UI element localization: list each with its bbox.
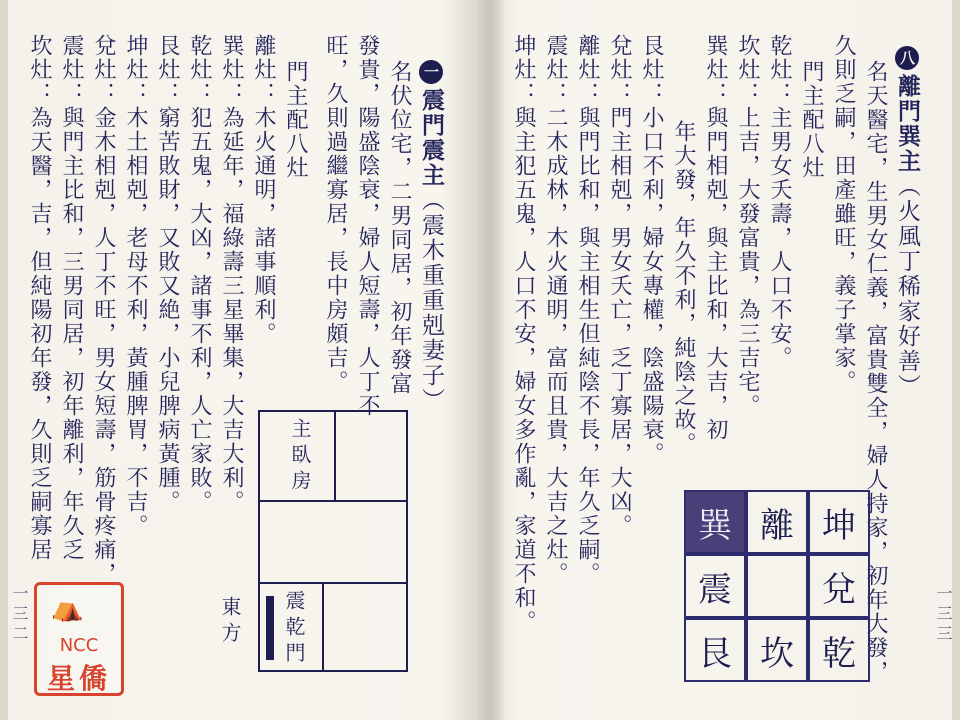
left-page-number: 一三二: [10, 585, 29, 645]
left-stove-5: 坤灶：木土相剋，老母不利，黃腫脾胃，不吉。: [123, 34, 148, 538]
plan-room-bedroom: [258, 410, 336, 502]
left-body-line-3: 旺，久則過繼寡居，長中房頗吉。: [323, 34, 348, 394]
grid-cell-kan: 坎: [746, 618, 808, 682]
right-heading-note: （火風丁稀家好善）: [894, 174, 920, 399]
plan-hall: [258, 500, 408, 584]
left-stove-7: 震灶：與門主比和，三男同居，初年離利，年久乏: [59, 34, 84, 562]
left-heading-marker: 一: [419, 60, 443, 84]
left-heading: [418, 60, 444, 413]
left-stove-2: 巽灶：為延年，福綠壽三星畢集，大吉大利。: [219, 34, 244, 514]
house-floor-plan: [218, 410, 408, 672]
right-stove-3: 巽灶：與門相剋，與主比和，大吉，初: [703, 34, 728, 442]
left-stove-3: 乾灶：犯五鬼，大凶，諸事不利，人亡家敗。: [187, 34, 212, 514]
right-heading-title: 離門巽主: [894, 74, 921, 174]
left-stove-4: 艮灶：窮苦敗財，又敗又絶，小兒脾病黃腫。: [155, 34, 180, 514]
right-stove-6: 離灶：與門比和，與主相生但純陰不長，年久乏嗣。: [575, 34, 600, 586]
grid-cell-li: 離: [746, 490, 808, 554]
plan-room-label: 主臥房: [288, 418, 312, 496]
right-stove-5: 兌灶：門主相剋，男女夭亡，乏丁寡居，大凶。: [607, 34, 632, 538]
grid-cell-xun: 巽: [684, 490, 746, 554]
plan-door-bar: [266, 596, 274, 660]
grid-cell-qian: 乾: [808, 618, 870, 682]
left-heading-note: （震木重重剋妻子）: [418, 188, 444, 413]
publisher-stamp: [34, 582, 124, 696]
grid-cell-center: [746, 554, 808, 618]
left-heading-title: 震門震主: [418, 88, 445, 188]
right-stove-1: 乾灶：主男女夭壽，人口不安。: [767, 34, 792, 370]
left-section-title: 門主配八灶: [283, 60, 308, 180]
right-stove-3-cont: 年大發，年久不利，純陰之故。: [671, 120, 696, 456]
right-stove-8: 坤灶：與主犯五鬼，人口不安，婦女多作亂，家道不和。: [511, 34, 536, 634]
left-body-line-2: 發貴，陽盛陰衰，婦人短壽，人丁不: [355, 34, 380, 418]
grid-cell-dui: 兌: [808, 554, 870, 618]
right-stove-4: 艮灶：小口不利，婦女專權，陰盛陽衰。: [639, 34, 664, 466]
stamp-text-latin: NCC: [59, 635, 99, 656]
left-body-line-1: 名伏位宅，二男同居，初年發富: [387, 60, 412, 396]
stamp-text-chinese: 星僑: [46, 662, 111, 695]
right-page-number: 一三三: [934, 585, 953, 645]
right-body-line-2: 久則乏嗣，田產雖旺，義子掌家。: [831, 34, 856, 394]
right-stove-2: 坎灶：上吉，大發富貴，為三吉宅。: [735, 34, 760, 418]
left-stove-1: 離灶：木火通明，諸事順利。: [251, 34, 276, 346]
right-body-line-1: 名天醫宅，生男女仁義，富貴雙全，婦人持家，初年大發，: [863, 60, 888, 684]
plan-room-right: [334, 410, 408, 502]
right-heading-marker: 八: [895, 46, 919, 70]
right-section-title: 門主配八灶: [799, 60, 824, 180]
bagua-grid: [684, 490, 870, 682]
plan-direction-label: 東方: [218, 596, 242, 648]
left-stove-6: 兌灶：金木相剋，人丁不旺，男女短壽，筋骨疼痛，: [91, 34, 116, 586]
grid-cell-gen: 艮: [684, 618, 746, 682]
plan-door-room: [258, 582, 324, 672]
right-heading: [894, 46, 920, 399]
plan-door-label: 震乾門: [282, 590, 306, 668]
left-stove-8: 坎灶：為天醫，吉，但純陽初年發，久則乏嗣寡居: [27, 34, 52, 562]
right-stove-7: 震灶：二木成林，木火通明，富而且貴，大吉之灶。: [543, 34, 568, 586]
grid-cell-kun: 坤: [808, 490, 870, 554]
grid-cell-zhen: 震: [684, 554, 746, 618]
stamp-house-icon: ⛺: [51, 593, 84, 623]
book-gutter: [476, 0, 506, 720]
